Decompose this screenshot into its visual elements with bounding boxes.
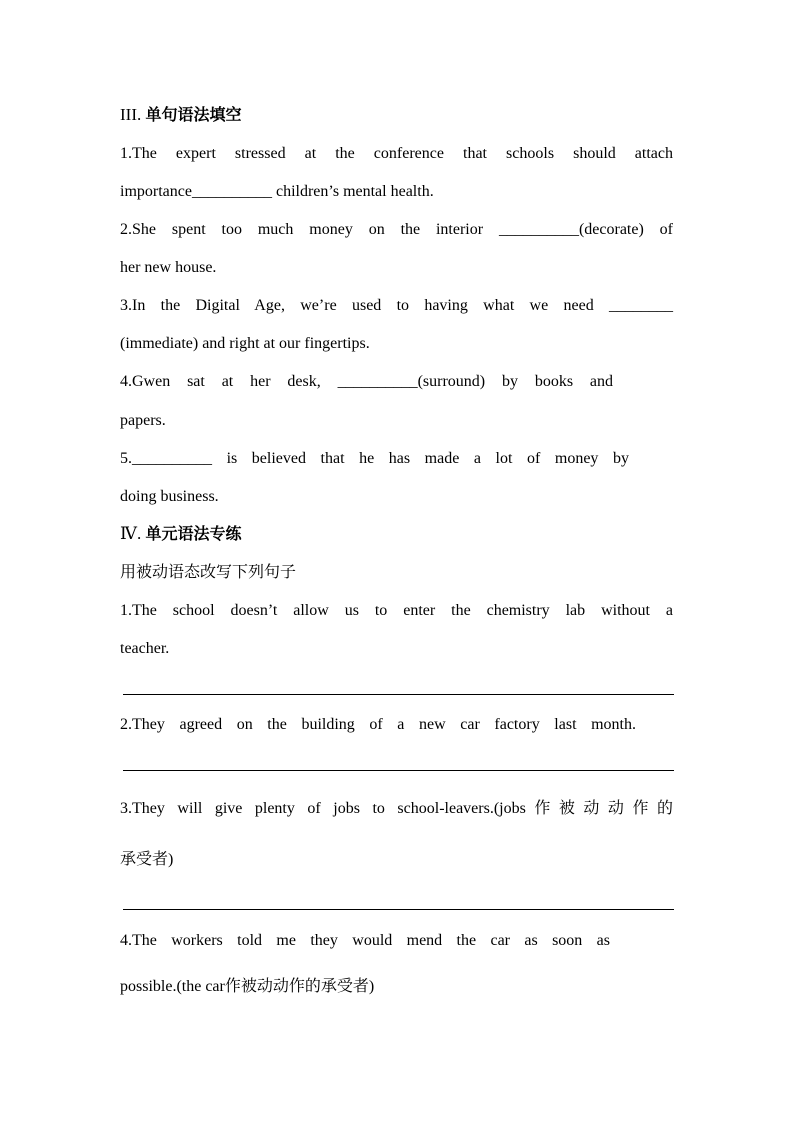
section-4-title: 单元语法专练: [145, 524, 242, 543]
question-3-4-line1: 4.Gwen sat at her desk, __________(surround) by books and: [120, 373, 613, 390]
section-4-numeral: Ⅳ.: [120, 524, 142, 543]
question-3-1-line2: importance__________ children’s mental health.: [120, 183, 434, 200]
question-4-3-line2: 承受者): [120, 851, 174, 868]
question-4-1-line1: 1.The school doesn’t allow us to enter the chemistry lab without a: [120, 602, 673, 619]
section-3-heading: [120, 105, 673, 125]
question-4-3-line1: 3.They will give plenty of jobs to school-leavers.(jobs作被动动作的: [120, 800, 673, 817]
question-3-5-line2: doing business.: [120, 488, 219, 505]
question-4-4-line1: 4.The workers told me they would mend the car as soon as: [120, 932, 610, 949]
question-4-4-line2: possible.(the car作被动动作的承受者): [120, 978, 375, 995]
question-3-2-line2: her new house.: [120, 259, 217, 276]
question-3-4-line2: papers.: [120, 412, 166, 429]
section-3-numeral: III.: [120, 105, 142, 124]
answer-line-1[interactable]: [123, 694, 674, 695]
answer-line-3[interactable]: [123, 909, 674, 910]
section-4-instruction: 用被动语态改写下列句子: [120, 562, 297, 581]
section-3-title: 单句语法填空: [145, 105, 242, 124]
question-3-5-line1: 5.__________ is believed that he has made a lot of money by: [120, 450, 629, 467]
question-3-2-line1: 2.She spent too much money on the interior __________(decorate) of: [120, 221, 673, 238]
question-4-1-line2: teacher.: [120, 640, 170, 657]
question-4-2-line1: 2.They agreed on the building of a new car factory last month.: [120, 716, 636, 733]
answer-line-2[interactable]: [123, 770, 674, 771]
section-4-heading: [120, 524, 673, 544]
question-3-1-line1: 1.The expert stressed at the conference that schools should attach: [120, 145, 673, 162]
question-3-3-line2: (immediate) and right at our fingertips.: [120, 335, 370, 352]
question-3-3-line1: 3.In the Digital Age, we’re used to having what we need ________: [120, 297, 673, 314]
